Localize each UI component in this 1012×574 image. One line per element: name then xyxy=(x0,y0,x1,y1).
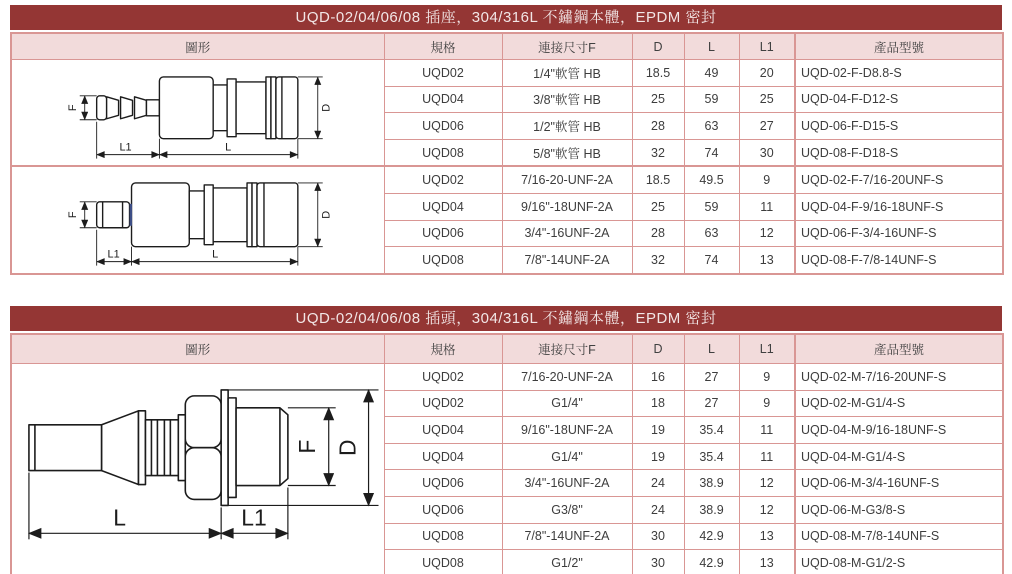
plug-spec-table xyxy=(10,333,1004,574)
cell-d: 25 xyxy=(632,86,684,113)
cell-l: 59 xyxy=(684,86,739,113)
cell-l: 42.9 xyxy=(684,523,739,550)
cell-model: UQD-02-M-G1/4-S xyxy=(795,390,1003,417)
table-title: UQD-02/04/06/08 插座，304/316L 不鏽鋼本體，EPDM 密封 xyxy=(10,5,1002,30)
cell-d: 28 xyxy=(632,113,684,140)
socket-spec-table-section xyxy=(10,5,1002,275)
cell-model: UQD-06-F-3/4-16UNF-S xyxy=(795,220,1003,247)
figure-cell xyxy=(11,166,384,273)
header-row xyxy=(11,334,1003,364)
cell-conn: 7/8"-14UNF-2A xyxy=(502,247,632,274)
cell-spec: UQD02 xyxy=(384,166,502,193)
cell-d: 32 xyxy=(632,139,684,166)
cell-l1: 27 xyxy=(739,113,795,140)
dim-label-f: F xyxy=(293,439,320,454)
col-header-d: D xyxy=(632,33,684,60)
cell-l1: 11 xyxy=(739,417,795,444)
dim-label-l: L xyxy=(212,248,219,261)
col-header-figure: 圖形 xyxy=(11,334,384,364)
cell-spec: UQD08 xyxy=(384,523,502,550)
cell-d: 24 xyxy=(632,470,684,497)
cell-spec: UQD04 xyxy=(384,417,502,444)
cell-model: UQD-02-F-7/16-20UNF-S xyxy=(795,166,1003,193)
socket-hose-barb-drawing xyxy=(12,62,384,164)
cell-conn: 1/2"軟管 HB xyxy=(502,113,632,140)
col-header-model: 產品型號 xyxy=(795,33,1003,60)
dim-label-d: D xyxy=(320,211,333,220)
cell-conn: 9/16"-18UNF-2A xyxy=(502,193,632,220)
cell-d: 30 xyxy=(632,523,684,550)
col-header-l1: L1 xyxy=(739,33,795,60)
cell-l1: 11 xyxy=(739,443,795,470)
cell-spec: UQD06 xyxy=(384,220,502,247)
cell-l: 27 xyxy=(684,390,739,417)
cell-conn: G3/8" xyxy=(502,496,632,523)
cell-l: 49 xyxy=(684,60,739,87)
cell-conn: 1/4"軟管 HB xyxy=(502,60,632,87)
cell-model: UQD-08-F-D18-S xyxy=(795,139,1003,166)
cell-model: UQD-08-M-7/8-14UNF-S xyxy=(795,523,1003,550)
cell-l: 59 xyxy=(684,193,739,220)
col-header-d: D xyxy=(632,334,684,364)
cell-spec: UQD06 xyxy=(384,470,502,497)
socket-male-unf-drawing xyxy=(12,169,384,271)
cell-l: 38.9 xyxy=(684,470,739,497)
cell-model: UQD-06-M-G3/8-S xyxy=(795,496,1003,523)
cell-d: 19 xyxy=(632,417,684,444)
cell-model: UQD-08-M-G1/2-S xyxy=(795,550,1003,574)
table-row xyxy=(11,60,1003,87)
cell-spec: UQD08 xyxy=(384,550,502,574)
cell-conn: 5/8"軟管 HB xyxy=(502,139,632,166)
cell-l1: 12 xyxy=(739,496,795,523)
cell-d: 32 xyxy=(632,247,684,274)
dim-label-f: F xyxy=(66,211,79,219)
cell-l1: 9 xyxy=(739,390,795,417)
col-header-l: L xyxy=(684,334,739,364)
cell-conn: 3/8"軟管 HB xyxy=(502,86,632,113)
cell-l: 27 xyxy=(684,364,739,391)
cell-spec: UQD06 xyxy=(384,113,502,140)
cell-l: 74 xyxy=(684,139,739,166)
dim-label-d: D xyxy=(334,439,361,456)
dim-label-l: L xyxy=(225,141,232,154)
cell-l1: 13 xyxy=(739,523,795,550)
col-header-spec: 規格 xyxy=(384,33,502,60)
cell-d: 25 xyxy=(632,193,684,220)
cell-model: UQD-04-M-9/16-18UNF-S xyxy=(795,417,1003,444)
cell-conn: 3/4"-16UNF-2A xyxy=(502,470,632,497)
cell-l: 74 xyxy=(684,247,739,274)
cell-l: 63 xyxy=(684,113,739,140)
figure-cell xyxy=(11,60,384,167)
cell-l: 49.5 xyxy=(684,166,739,193)
cell-d: 18.5 xyxy=(632,60,684,87)
cell-model: UQD-02-M-7/16-20UNF-S xyxy=(795,364,1003,391)
col-header-l1: L1 xyxy=(739,334,795,364)
cell-l1: 9 xyxy=(739,166,795,193)
cell-conn: 7/8"-14UNF-2A xyxy=(502,523,632,550)
cell-l1: 20 xyxy=(739,60,795,87)
cell-spec: UQD02 xyxy=(384,364,502,391)
cell-spec: UQD04 xyxy=(384,86,502,113)
dim-label-l1: L1 xyxy=(241,504,267,531)
cell-spec: UQD06 xyxy=(384,496,502,523)
col-header-conn: 連接尺寸F xyxy=(502,334,632,364)
dim-label-l1: L1 xyxy=(107,248,120,261)
cell-conn: 7/16-20-UNF-2A xyxy=(502,364,632,391)
cell-spec: UQD04 xyxy=(384,443,502,470)
socket-spec-table xyxy=(10,32,1004,275)
col-header-figure: 圖形 xyxy=(11,33,384,60)
cell-d: 30 xyxy=(632,550,684,574)
dim-label-d: D xyxy=(320,103,333,112)
cell-l: 35.4 xyxy=(684,443,739,470)
cell-l: 38.9 xyxy=(684,496,739,523)
plug-male-drawing xyxy=(12,368,384,572)
cell-conn: 3/4"-16UNF-2A xyxy=(502,220,632,247)
table-row xyxy=(11,166,1003,193)
cell-d: 24 xyxy=(632,496,684,523)
cell-spec: UQD08 xyxy=(384,139,502,166)
cell-d: 19 xyxy=(632,443,684,470)
cell-spec: UQD04 xyxy=(384,193,502,220)
cell-l1: 12 xyxy=(739,470,795,497)
cell-model: UQD-04-M-G1/4-S xyxy=(795,443,1003,470)
col-header-conn: 連接尺寸F xyxy=(502,33,632,60)
cell-conn: G1/2" xyxy=(502,550,632,574)
cell-conn: 9/16"-18UNF-2A xyxy=(502,417,632,444)
col-header-spec: 規格 xyxy=(384,334,502,364)
dim-label-f: F xyxy=(66,104,79,112)
cell-model: UQD-06-M-3/4-16UNF-S xyxy=(795,470,1003,497)
cell-d: 16 xyxy=(632,364,684,391)
cell-l1: 13 xyxy=(739,247,795,274)
cell-spec: UQD08 xyxy=(384,247,502,274)
cell-d: 18.5 xyxy=(632,166,684,193)
figure-cell xyxy=(11,364,384,574)
cell-d: 28 xyxy=(632,220,684,247)
cell-model: UQD-04-F-D12-S xyxy=(795,86,1003,113)
cell-l1: 25 xyxy=(739,86,795,113)
cell-l1: 30 xyxy=(739,139,795,166)
cell-spec: UQD02 xyxy=(384,60,502,87)
plug-spec-table-section xyxy=(10,306,1002,574)
cell-spec: UQD02 xyxy=(384,390,502,417)
cell-l1: 12 xyxy=(739,220,795,247)
cell-model: UQD-04-F-9/16-18UNF-S xyxy=(795,193,1003,220)
cell-l: 35.4 xyxy=(684,417,739,444)
cell-conn: 7/16-20-UNF-2A xyxy=(502,166,632,193)
cell-model: UQD-08-F-7/8-14UNF-S xyxy=(795,247,1003,274)
cell-l1: 9 xyxy=(739,364,795,391)
cell-l1: 11 xyxy=(739,193,795,220)
cell-conn: G1/4" xyxy=(502,443,632,470)
header-row xyxy=(11,33,1003,60)
dim-label-l: L xyxy=(113,504,126,531)
cell-model: UQD-06-F-D15-S xyxy=(795,113,1003,140)
table-row xyxy=(11,364,1003,391)
cell-conn: G1/4" xyxy=(502,390,632,417)
cell-l: 42.9 xyxy=(684,550,739,574)
dim-label-l1: L1 xyxy=(119,141,132,154)
col-header-model: 產品型號 xyxy=(795,334,1003,364)
col-header-l: L xyxy=(684,33,739,60)
table-title: UQD-02/04/06/08 插頭，304/316L 不鏽鋼本體，EPDM 密封 xyxy=(10,306,1002,331)
cell-l: 63 xyxy=(684,220,739,247)
cell-d: 18 xyxy=(632,390,684,417)
cell-l1: 13 xyxy=(739,550,795,574)
cell-model: UQD-02-F-D8.8-S xyxy=(795,60,1003,87)
